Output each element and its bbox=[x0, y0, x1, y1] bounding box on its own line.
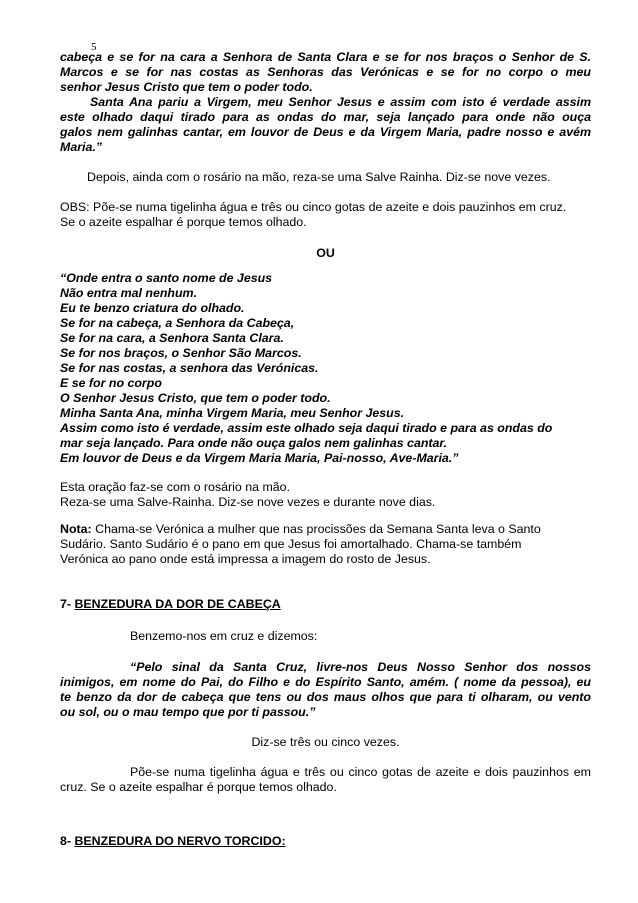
text-line: inimigos, em nome do Pai, do Filho e do Espírito Santo, amém. ( nome da pessoa), eu bbox=[60, 675, 591, 689]
text-line: E se for no corpo bbox=[60, 376, 162, 390]
text-line: Se for na cabeça, a Senhora da Cabeça, bbox=[60, 316, 295, 330]
prayer-second bbox=[60, 271, 591, 466]
text-line: “Pelo sinal da Santa Cruz, livre-nos Deus Nosso Senhor dos nossos bbox=[130, 660, 591, 674]
depois-paragraph: Depois, ainda com o rosário na mão, reza-se uma Salve Rainha. Diz-se nove vezes. bbox=[87, 170, 551, 184]
text-line: Esta oração faz-se com o rosário na mão. bbox=[60, 480, 291, 494]
text-line: Sudário. Santo Sudário é o pano em que Jesus foi amortalhado. Chama-se também bbox=[60, 537, 522, 551]
text-line: Verónica ao pano onde está impressa a imagem do rosto de Jesus. bbox=[60, 552, 431, 566]
text-line: cruz. Se o azeite espalhar é porque temos olhado. bbox=[60, 780, 337, 794]
section-8-heading bbox=[60, 834, 591, 849]
instruction-paragraph bbox=[60, 480, 591, 510]
section-number: 8- bbox=[60, 834, 75, 848]
page-number: 5 bbox=[91, 41, 97, 53]
text-line: Põe-se numa tigelinha água e três ou cinco gotas de azeite e dois pauzinhos em bbox=[130, 765, 591, 779]
section-title: BENZEDURA DO NERVO TORCIDO: bbox=[74, 834, 286, 848]
text-line: Se for nos braços, o Senhor São Marcos. bbox=[60, 346, 302, 360]
text-line: Marcos e se for nas costas as Senhoras das Verónicas e se for no corpo o meu bbox=[60, 65, 591, 79]
text-line: Se for na cara, a Senhora Santa Clara. bbox=[60, 331, 284, 345]
nota-text: Chama-se Verónica a mulher que nas procissões da Semana Santa leva o Santo bbox=[91, 522, 541, 536]
text-line: Santa Ana pariu a Virgem, meu Senhor Jesus e assim com isto é verdade assim bbox=[90, 95, 591, 109]
prayer-continuation bbox=[60, 50, 591, 155]
text-line: O Senhor Jesus Cristo, que tem o poder todo. bbox=[60, 391, 331, 405]
text-line: Reza-se uma Salve-Rainha. Diz-se nove vezes e durante nove dias. bbox=[60, 495, 436, 509]
text-line: Eu te benzo criatura do olhado. bbox=[60, 301, 245, 315]
text-line: Se o azeite espalhar é porque temos olhado. bbox=[60, 215, 307, 229]
text-line: Minha Santa Ana, minha Virgem Maria, meu Senhor Jesus. bbox=[60, 406, 405, 420]
text-line: Não entra mal nenhum. bbox=[60, 286, 198, 300]
text-line: Em louvor de Deus e da Virgem Maria Maria, Pai-nosso, Ave-Maria.” bbox=[60, 451, 459, 465]
text-line: te benzo da dor de cabeça que tens ou dos maus olhos que para ti olharam, ou vento bbox=[60, 690, 591, 704]
section-7-prayer bbox=[60, 660, 591, 720]
section-title: BENZEDURA DA DOR DE CABEÇA bbox=[74, 597, 281, 611]
text-line: Assim como isto é verdade, assim este olhado seja daqui tirado e para as ondas do bbox=[60, 421, 553, 435]
text-line: Se for nas costas, a senhora das Verónicas. bbox=[60, 361, 319, 375]
obs-paragraph bbox=[60, 200, 591, 230]
text-line: Maria.” bbox=[60, 140, 103, 154]
nota-paragraph bbox=[60, 522, 591, 567]
text-line: senhor Jesus Cristo que tem o poder todo. bbox=[60, 80, 313, 94]
section-7-repeat: Diz-se três ou cinco vezes. bbox=[251, 735, 400, 749]
section-7-heading bbox=[60, 597, 591, 612]
text-line: OBS: Põe-se numa tigelinha água e três ou cinco gotas de azeite e dois pauzinhos em cruz. bbox=[60, 200, 567, 214]
section-7-intro: Benzemo-nos em cruz e dizemos: bbox=[130, 629, 318, 643]
text-line: galos nem galinhas cantar, em louvor de Deus e da Virgem Maria, padre nosso e avém bbox=[60, 125, 591, 139]
text-line: “Onde entra o santo nome de Jesus bbox=[60, 271, 273, 285]
section-number: 7- bbox=[60, 597, 75, 611]
text-line: ou sol, ou o mau tempo que por ti passou.” bbox=[60, 705, 316, 719]
text-line: mar seja lançado. Para onde não ouça galos nem galinhas cantar. bbox=[60, 436, 448, 450]
ou-separator: OU bbox=[316, 246, 335, 260]
text-line bbox=[60, 522, 591, 537]
text-line: este olhado daqui tirado para as ondas do mar, seja lançado para onde não ouça bbox=[60, 110, 591, 124]
text-line: cabeça e se for na cara a Senhora de Santa Clara e se for nos braços o Senhor de S. bbox=[60, 50, 591, 64]
nota-label: Nota: bbox=[60, 522, 92, 536]
section-7-instruction bbox=[60, 765, 591, 795]
